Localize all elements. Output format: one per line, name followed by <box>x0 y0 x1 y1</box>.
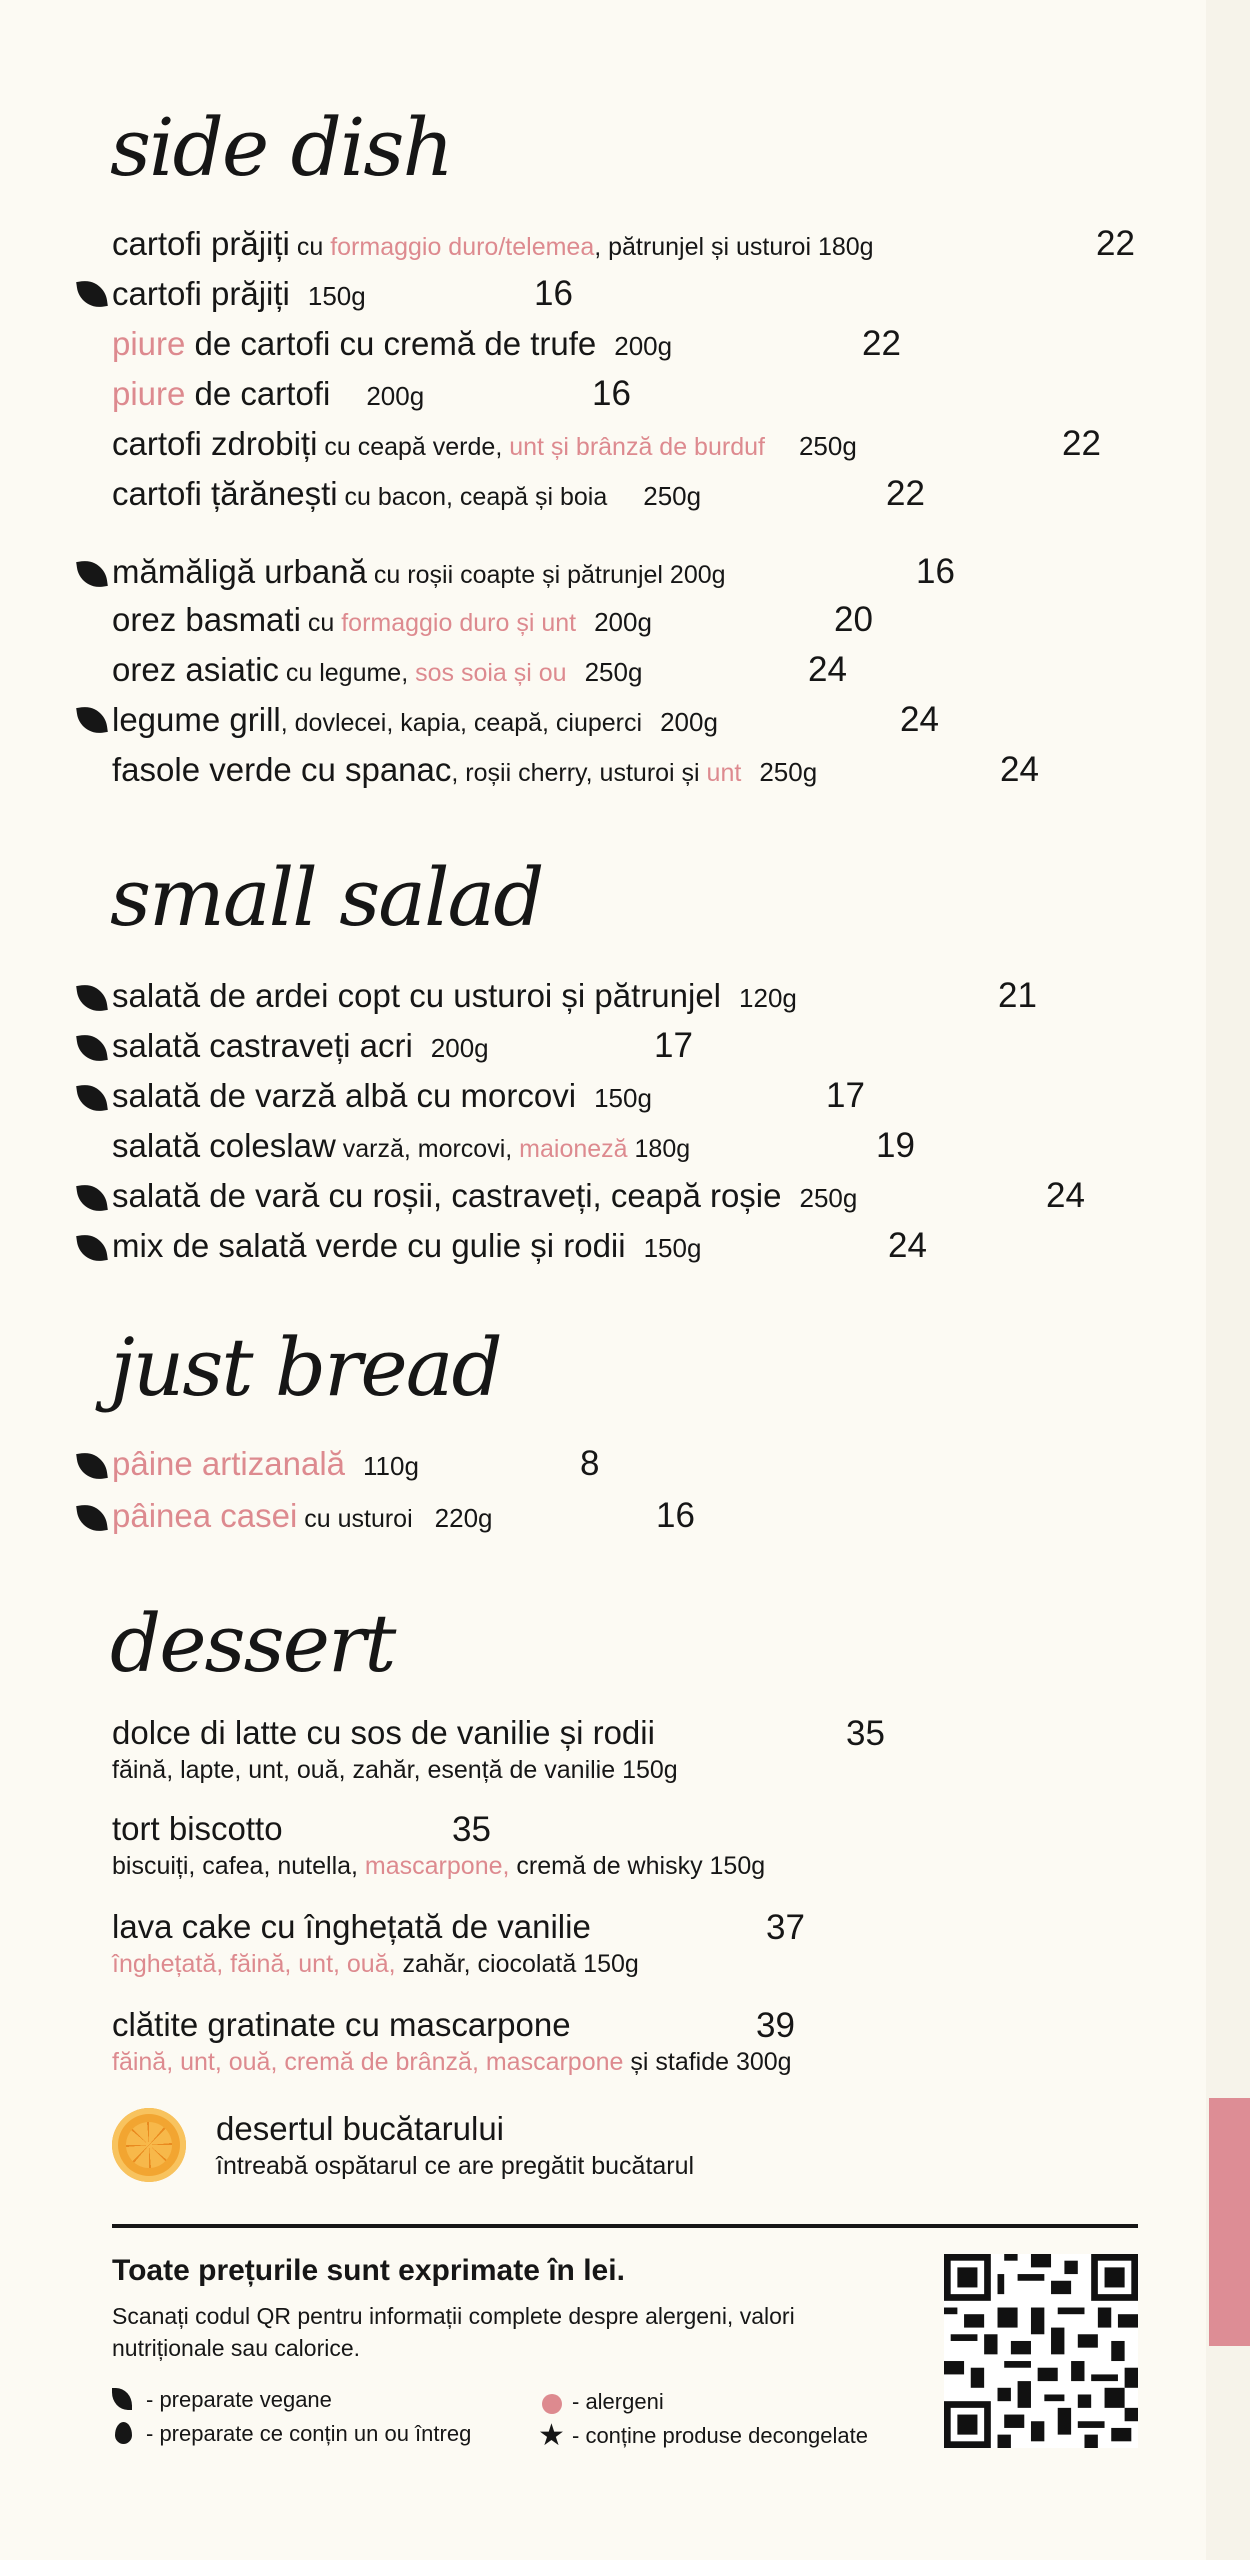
footer-title: Toate prețurile sunt exprimate în lei. <box>112 2254 625 2287</box>
leaf-icon <box>76 1232 108 1264</box>
scrollbar-thumb[interactable] <box>1209 2098 1250 2346</box>
list-item <box>112 1712 678 1786</box>
list-item <box>112 422 857 466</box>
list-item <box>112 648 642 692</box>
list-item <box>112 472 701 516</box>
section-title-small-salad: small salad <box>110 851 543 944</box>
item-desc: cu usturoi <box>297 1505 413 1533</box>
item-name: cartofi prăjiți <box>112 275 290 312</box>
item-name: salată castraveți acri <box>112 1027 413 1064</box>
item-price: 16 <box>534 274 573 313</box>
item-name: de cartofi <box>185 375 331 412</box>
leaf-icon <box>112 2388 132 2410</box>
item-weight: 250g <box>584 657 643 687</box>
item-price: 24 <box>1046 1176 1085 1215</box>
item-desc: , roșii cherry, usturoi și <box>451 759 707 787</box>
item-name: mix de salată verde cu gulie și rodii <box>112 1227 626 1264</box>
list-item <box>112 598 652 642</box>
item-price: 22 <box>886 474 925 513</box>
item-allergen: piure <box>112 375 186 412</box>
leaf-icon <box>76 1082 108 1114</box>
list-item <box>112 1174 857 1218</box>
item-allergen: pâinea casei <box>112 1497 298 1534</box>
allergen-dot-icon <box>542 2394 562 2414</box>
item-allergen: unt <box>706 759 742 787</box>
leaf-icon <box>76 1182 108 1214</box>
item-allergen: pâine artizanală <box>112 1445 345 1482</box>
item-weight: 150g <box>643 1233 702 1263</box>
leaf-icon <box>76 1502 108 1534</box>
item-price: 16 <box>656 1496 695 1535</box>
list-item <box>112 222 874 266</box>
item-allergen: formaggio duro/telemea <box>330 233 595 261</box>
item-price: 8 <box>580 1444 600 1483</box>
list-item <box>112 1024 489 1068</box>
leaf-icon <box>76 982 108 1014</box>
item-desc: zahăr, ciocolată 150g <box>395 1950 639 1978</box>
item-weight: 220g <box>434 1503 493 1533</box>
list-item <box>112 550 726 594</box>
item-price: 35 <box>846 1714 885 1753</box>
item-price: 17 <box>654 1026 693 1065</box>
list-item <box>112 698 718 742</box>
list-item <box>112 974 797 1018</box>
item-price: 24 <box>1000 750 1039 789</box>
item-allergen: piure <box>112 325 186 362</box>
leaf-icon <box>76 1032 108 1064</box>
list-item <box>112 1442 419 1486</box>
item-price: 24 <box>808 650 847 689</box>
item-desc: cu ceapă verde, <box>317 433 510 461</box>
list-item <box>112 1906 639 1980</box>
item-name: salată de vară cu roșii, castraveți, ceapă roșie <box>112 1177 782 1214</box>
item-name: orez asiatic <box>112 651 279 688</box>
item-desc: cu legume, <box>278 659 416 687</box>
egg-drop-icon <box>115 2422 132 2444</box>
item-weight: 200g <box>660 707 718 737</box>
item-price: 22 <box>1096 224 1135 263</box>
list-item <box>112 1808 765 1882</box>
item-price: 16 <box>916 552 955 591</box>
item-price: 17 <box>826 1076 865 1115</box>
item-price: 35 <box>452 1810 491 1849</box>
list-item <box>112 322 672 366</box>
item-name: legume grill <box>112 701 281 738</box>
item-name: cartofi zdrobiți <box>112 425 318 462</box>
leaf-icon <box>76 558 108 590</box>
item-allergen: sos soia și ou <box>415 659 567 687</box>
item-price: 37 <box>766 1908 805 1947</box>
section-title-dessert: dessert <box>110 1597 395 1690</box>
item-name: tort biscotto <box>112 1810 283 1847</box>
item-desc: biscuiți, cafea, nutella, <box>112 1852 365 1880</box>
item-desc: , pătrunjel și usturoi 180g <box>594 233 874 261</box>
star-icon: ★ <box>538 2419 565 2452</box>
list-item <box>112 372 424 416</box>
footer-divider <box>112 2224 1138 2228</box>
item-desc: varză, morcovi, <box>335 1135 520 1163</box>
scrollbar-track[interactable] <box>1206 0 1250 2560</box>
qr-code[interactable] <box>944 2254 1138 2448</box>
item-name: cartofi prăjiți <box>112 225 290 262</box>
item-allergen: mascarpone, <box>364 1852 510 1880</box>
item-name: dolce di latte cu sos de vanilie și rodii <box>112 1714 655 1751</box>
item-name: mămăligă urbană <box>112 553 367 590</box>
item-weight: 200g <box>594 607 652 637</box>
item-weight: 250g <box>798 431 857 461</box>
list-item <box>112 1494 493 1538</box>
item-weight: 250g <box>759 757 818 787</box>
item-desc: 180g <box>627 1135 691 1163</box>
item-desc: cu roșii coapte și pătrunjel 200g <box>366 561 726 589</box>
item-allergen: făină, unt, ouă, cremă de brânză, mascarpone <box>112 2048 624 2076</box>
item-weight: 200g <box>614 331 673 361</box>
legend-allergen: - alergeni <box>572 2389 664 2414</box>
item-weight: 150g <box>594 1083 652 1113</box>
item-weight: 150g <box>307 281 366 311</box>
item-name: salată coleslaw <box>112 1127 336 1164</box>
item-price: 21 <box>998 976 1037 1015</box>
section-title-side-dish: side dish <box>110 101 452 194</box>
leaf-icon <box>76 278 108 310</box>
item-weight: 120g <box>739 983 797 1013</box>
item-name: clătite gratinate cu mascarpone <box>112 2006 571 2043</box>
item-weight: 110g <box>363 1451 419 1481</box>
item-price: 39 <box>756 2006 795 2045</box>
item-weight: 200g <box>366 381 425 411</box>
item-weight: 250g <box>799 1183 858 1213</box>
item-allergen: maioneză <box>519 1135 628 1163</box>
leaf-icon <box>76 1450 108 1482</box>
item-price: 22 <box>1062 424 1101 463</box>
item-allergen: unt și brânză de burduf <box>509 433 765 461</box>
list-item <box>112 2004 792 2078</box>
item-desc: cu <box>289 233 331 261</box>
item-desc: și stafide 300g <box>623 2048 792 2076</box>
chef-dessert-subtitle: întreabă ospătarul ce are pregătit bucătarul <box>216 2152 695 2180</box>
chef-dessert-title: desertul bucătarului <box>216 2110 505 2147</box>
list-item <box>112 1224 701 1268</box>
item-name: cartofi țărănești <box>112 475 338 512</box>
legend-egg: - preparate ce conțin un ou întreg <box>146 2421 472 2446</box>
section-title-just-bread: just bread <box>110 1321 501 1414</box>
item-price: 22 <box>862 324 901 363</box>
orange-slice-icon <box>112 2108 186 2182</box>
item-desc: cu bacon, ceapă și boia <box>337 483 608 511</box>
chef-dessert <box>216 2108 694 2182</box>
item-weight: 250g <box>643 481 702 511</box>
item-name: fasole verde cu spanac <box>112 751 452 788</box>
item-price: 20 <box>834 600 873 639</box>
item-price: 16 <box>592 374 631 413</box>
item-price: 24 <box>888 1226 927 1265</box>
footer-qr-text: Scanați codul QR pentru informații complete despre alergeni, valori nutriționale sau calorice. <box>112 2303 795 2361</box>
leaf-icon <box>76 704 108 736</box>
item-allergen: formaggio duro și unt <box>341 609 577 637</box>
item-allergen: înghețată, făină, unt, ouă, <box>112 1950 396 1978</box>
list-item <box>112 272 366 316</box>
item-name: de cartofi cu cremă de trufe <box>185 325 597 362</box>
list-item <box>112 1074 652 1118</box>
item-desc: cremă de whisky 150g <box>509 1852 766 1880</box>
legend-frozen: - conține produse decongelate <box>572 2423 868 2448</box>
item-price: 24 <box>900 700 939 739</box>
item-name: salată de varză albă cu morcovi <box>112 1077 577 1114</box>
item-weight: 200g <box>430 1033 489 1063</box>
item-desc: făină, lapte, unt, ouă, zahăr, esență de vanilie 150g <box>112 1756 678 1784</box>
item-name: salată de ardei copt cu usturoi și pătrunjel <box>112 977 722 1014</box>
item-desc: , dovlecei, kapia, ceapă, ciuperci <box>280 709 643 737</box>
list-item <box>112 748 817 792</box>
item-price: 19 <box>876 1126 915 1165</box>
legend-vegan: - preparate vegane <box>146 2387 332 2412</box>
list-item <box>112 1124 690 1168</box>
item-name: orez basmati <box>112 601 301 638</box>
item-desc: cu <box>300 609 342 637</box>
item-name: lava cake cu înghețată de vanilie <box>112 1908 591 1945</box>
